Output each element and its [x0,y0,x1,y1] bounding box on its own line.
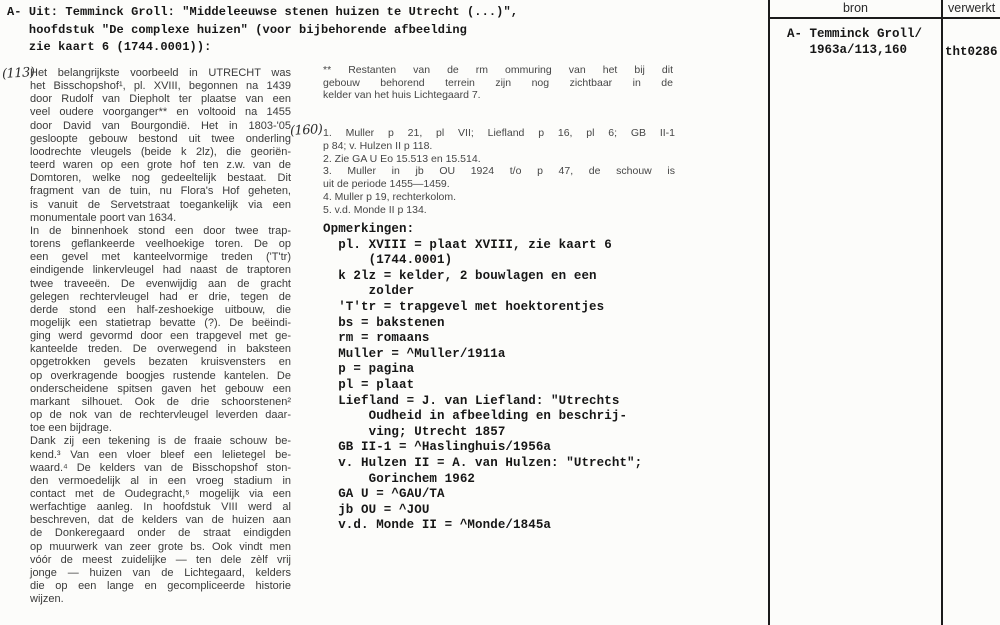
text-line: bs = bakstenen [323,315,445,330]
paragraph [30,435,291,606]
footnote-asterisk-block [323,64,673,102]
text-line: mogelijk een statietrap bevatte (?). De beëindi- [30,316,291,329]
paragraph [323,165,675,191]
paragraph [323,204,675,217]
text-line: monumentale poort van 1634. [30,211,177,224]
text-line: p 84; v. Hulzen II p 118. [323,139,433,152]
text-line: door David van Bourgondië. Het in 1803-'05 [30,119,291,132]
text-line: Dank zij een tekening is de fraaie schouw be- [30,435,291,448]
text-line: Gorinchem 1962 [323,471,476,486]
text-line: onderscheidene spitsen gaven het gebouw een [30,382,291,395]
text-line: door Rudolf van Diepholt ter plaatse van een [30,93,291,106]
text-line: torens geflankeerde veelhoekige toren. De op [30,238,291,251]
text-line: zie kaart 6 (1744.0001)): [7,40,212,54]
text-line: is vanuit de Servetstraat toegankelijk via een [30,198,291,211]
table-cell-verwerkt: tht0286 [945,45,998,59]
remarks-lines [323,238,642,534]
text-line: de Donkeregaard onder de straat eindigden [30,527,291,540]
text-line: ging werd gevormd door een trapgevel met ge- [30,330,291,343]
remarks-title: Opmerkingen: [323,222,415,236]
text-line: het Bisschopshof¹, pl. XVIII, begonnen na 1439 [30,80,291,93]
text-line: A- Uit: Temminck Groll: "Middeleeuwse stenen huizen te Utrecht (...)", [7,5,519,19]
article-text-column [30,67,291,606]
text-line: gebouw behorend terrein zijn nog zichtbaar in de [323,76,673,89]
table-header-verwerkt: verwerkt [948,1,996,15]
text-line: toe een bijdrage. [30,422,112,435]
table-header-bron: bron [842,1,869,15]
table-vertical-rule-right [941,0,943,625]
text-line: v.d. Monde II = ^Monde/1845a [323,518,552,533]
text-line: 1. Muller p 21, pl VII; Liefland p 16, pl 6; GB II-1 [323,127,675,139]
text-line: Liefland = J. van Liefland: "Utrechts [323,393,620,408]
text-line: jb OU = ^JOU [323,502,430,517]
paragraph [30,67,291,225]
text-line: Muller = ^Muller/1911a [323,346,506,361]
text-line: waard.⁴ De kelders van de Bisschopshof ston- [30,461,291,474]
text-line: hoofdstuk "De complexe huizen" (voor bijbehorende afbeelding [7,22,467,37]
text-line: uit de periode 1455—1459. [323,178,450,191]
text-line: GA U = ^GAU/TA [323,487,445,502]
text-line: op muurwerk van zeer grote bs. Ook vindt men [30,540,291,553]
text-line: 5. v.d. Monde II p 134. [323,203,427,216]
text-line: 4. Muller p 19, rechterkolom. [323,190,457,203]
paragraph [323,127,675,153]
text-line: 'T'tr = trapgevel met hoektorentjes [323,299,605,314]
text-line: gelegen rechtervleugel had er drie, tegen de [30,290,291,303]
paragraph [323,153,675,166]
text-line: (1744.0001) [323,253,453,268]
handwritten-page-number-left: (113) [1,65,35,82]
text-line: 1963a/113,160 [787,42,908,57]
text-line: markant silhouet. Ook de drie schoorstenen² [30,395,291,408]
paragraph [30,225,291,436]
text-line: Oudheid in afbeelding en beschrij- [323,409,628,424]
text-line: 3. Muller in jb OU 1924 t/o p 47, de schouw is [323,165,675,178]
paragraph [323,64,673,102]
text-line: een gevel met kanteelvormige treden ('T'tr) [30,251,291,264]
text-line: zolder [323,284,415,299]
remarks-block [323,222,642,534]
text-line: Domtoren, welke nog gedeeltelijk bestaat. Dit [30,172,291,185]
text-line: eindigende linkervleugel had naast de traptoren [30,264,291,277]
text-line: jonge — huizen van de Lichtegaard, kelders [30,566,291,579]
text-line: vóór de meest zuidelijke — ten dele zèlf vrij [30,553,291,566]
text-line: den vermoedelijk al in een vroeg stadium in [30,474,291,487]
text-line: k 2lz = kelder, 2 bouwlagen en een [323,268,597,283]
text-line: contact met de Oudegracht,⁵ mogelijk via een [30,488,291,500]
text-line: die op een lange en gecompliceerde historie [30,580,291,593]
text-line: ving; Utrecht 1857 [323,424,506,439]
text-line: rm = romaans [323,331,430,346]
text-line: derde stond een half-zeshoekige uitbouw, die [30,303,291,316]
text-line: v. Hulzen II = A. van Hulzen: "Utrecht"; [323,455,643,470]
text-line: veel oudere voorganger** en voltooid na 1455 [30,106,291,119]
text-line: wijzen. [30,593,64,606]
text-line: In de binnenhoek stond een door twee trap- [30,224,291,237]
paragraph [323,191,675,204]
text-line: werfachtige aanleg. In hoofdstuk VIII werd al [30,501,291,514]
numbered-footnotes-block [323,127,675,217]
text-line: teerd waren op een grote hof ten z.w. van de [30,159,291,172]
table-cell-bron [787,27,922,58]
text-line: p = pagina [323,362,415,377]
text-line: Het belangrijkste voorbeeld in UTRECHT was [30,67,291,79]
text-line: loodrechte vleugels (beide k 2lz), die georiën- [30,145,291,158]
text-line: op de nok van de rechtervleugel leverden daar- [30,409,291,422]
text-line: kelder van het huis Lichtegaard 7. [323,89,481,101]
typed-source-header [7,4,518,57]
handwritten-page-number-right: (160) [289,122,323,139]
text-line: pl. XVIII = plaat XVIII, zie kaart 6 [323,237,612,252]
text-line: ** Restanten van de rm ommuring van het bij dit [323,64,673,76]
text-line: gesloopte gebouw bestond uit twee onderling [30,132,291,145]
text-line: opgetrokken gevels bezaten kruisvensters en [30,356,291,369]
text-line: 2. Zie GA U Eo 15.513 en 15.514. [323,152,481,165]
text-line: GB II-1 = ^Haslinghuis/1956a [323,440,552,455]
table-header-rule [768,17,1000,19]
text-line: beschreven, dat de kelders van de huizen aan [30,514,291,527]
text-line: kanteelde treden. De overwegend in baksteen [30,343,291,356]
text-line: A- Temminck Groll/ [787,27,923,41]
text-line: fragment van de tuin, nu Flora's Hof geheten, [30,185,291,198]
text-line: kend.³ Van een vloer bleef een lelietegel be- [30,448,291,461]
text-line: pl = plaat [323,377,415,392]
text-line: twee traveeën. De evenwijdig aan de gracht [30,277,291,290]
table-vertical-rule-left [768,0,770,625]
text-line: op overkragende boogjes rustende kantelen. De [30,369,291,382]
